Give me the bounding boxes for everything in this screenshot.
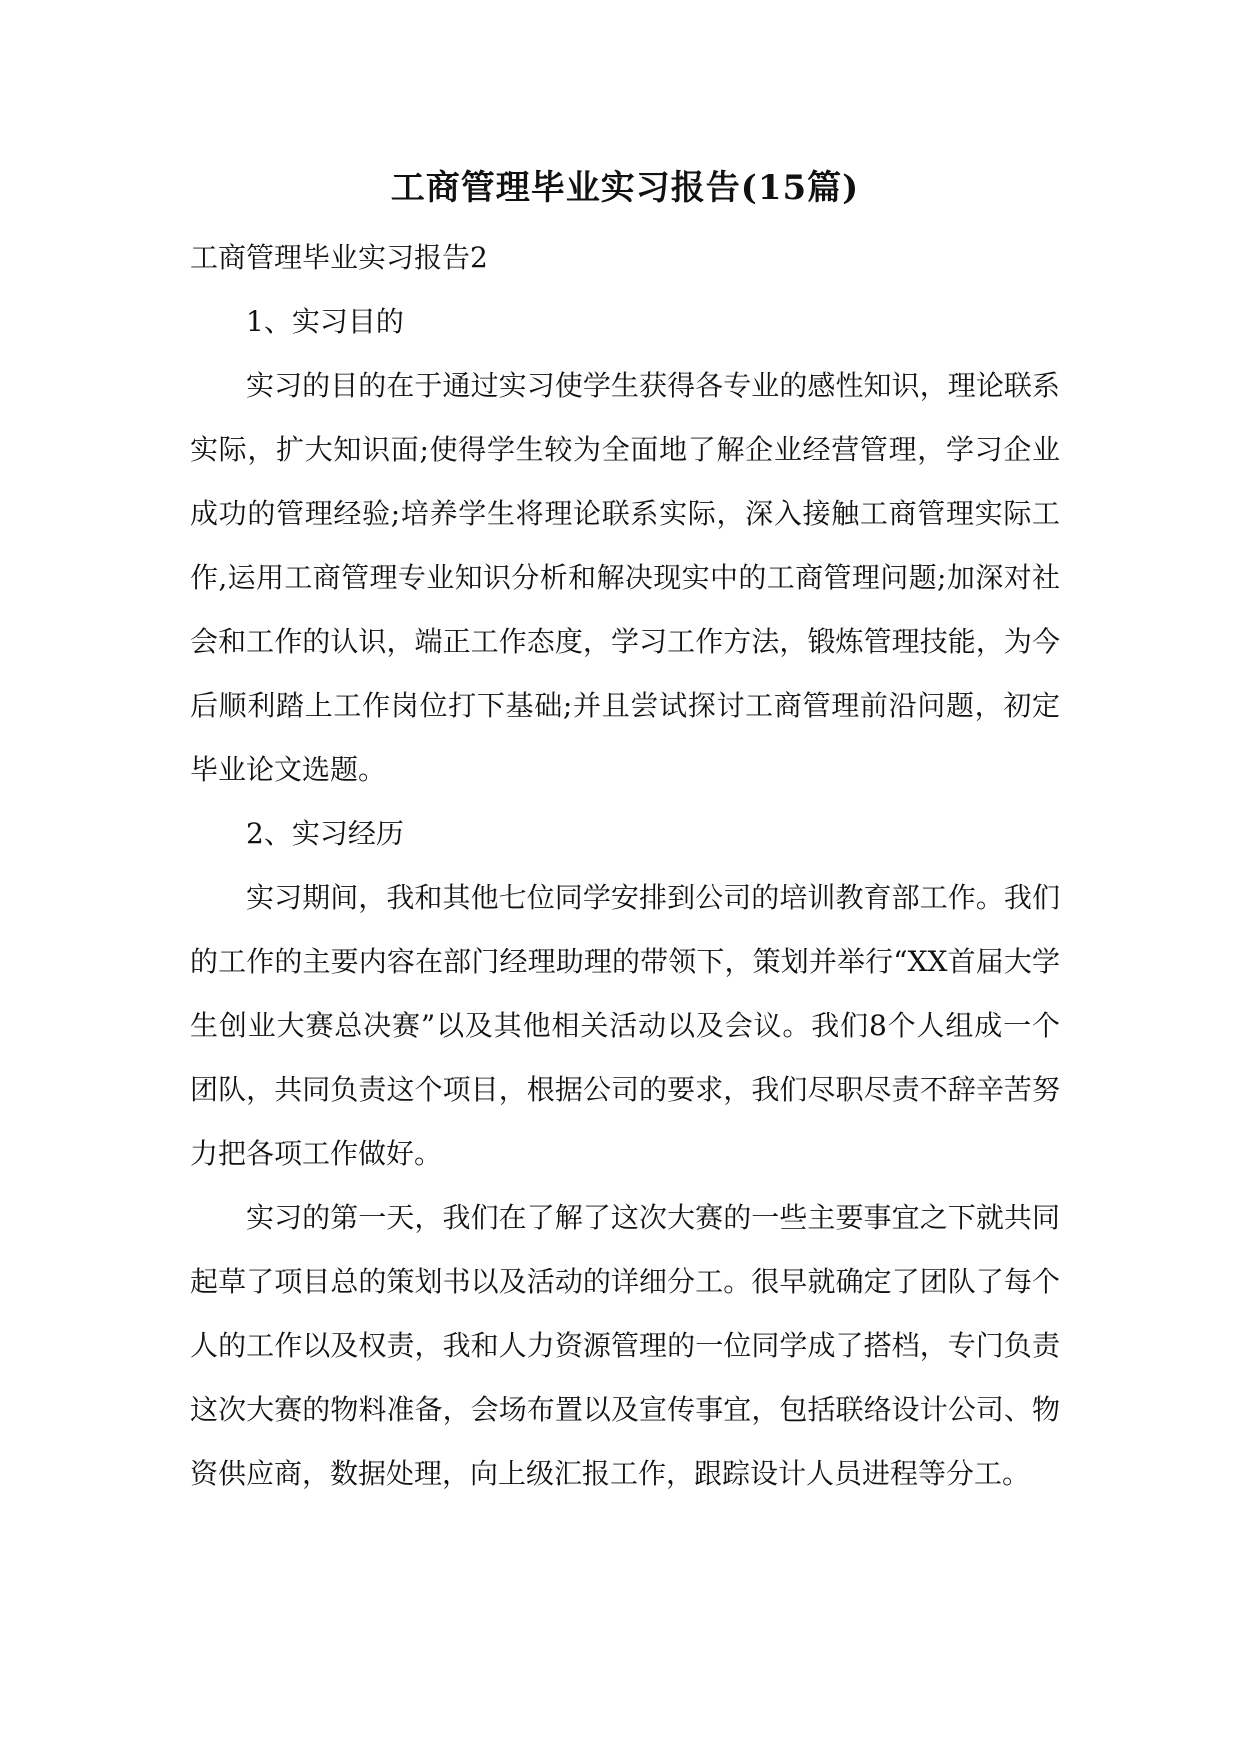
section-heading-experience: 2、实习经历 bbox=[246, 817, 404, 850]
document-subtitle: 工商管理毕业实习报告2 bbox=[190, 241, 488, 274]
document-title: 工商管理毕业实习报告(15篇) bbox=[390, 168, 860, 208]
paragraph-purpose: 实习的目的在于通过实习使学生获得各专业的感性知识，理论联系实际，扩大知识面;使得学生较为全面地了解企业经营管理，学习企业成功的管理经验;培养学生将理论联系实际，深入接触工商管理实际工作,运用工商管理专业知识分析和解决现实中的工商管理问题;加深对社会和工作的认识，端正工作态度，学习工作方法，锻炼管理技能，为今后顺利踏上工作岗位打下基础;并且尝试探讨工商管理前沿问题，初定毕业论文选题。 bbox=[190, 369, 1060, 786]
section-heading-purpose: 1、实习目的 bbox=[246, 305, 404, 338]
paragraph-experience-2: 实习的第一天，我们在了解了这次大赛的一些主要事宜之下就共同起草了项目总的策划书以及活动的详细分工。很早就确定了团队了每个人的工作以及权责，我和人力资源管理的一位同学成了搭档，专门负责这次大赛的物料准备，会场布置以及宣传事宜，包括联络设计公司、物资供应商，数据处理，向上级汇报工作，跟踪设计人员进程等分工。 bbox=[190, 1201, 1060, 1490]
document-body bbox=[190, 158, 1060, 1506]
paragraph-experience-1: 实习期间，我和其他七位同学安排到公司的培训教育部工作。我们的工作的主要内容在部门经理助理的带领下，策划并举行“XX首届大学生创业大赛总决赛”以及其他相关活动以及会议。我们8个人组成一个团队，共同负责这个项目，根据公司的要求，我们尽职尽责不辞辛苦努力把各项工作做好。 bbox=[190, 881, 1060, 1170]
